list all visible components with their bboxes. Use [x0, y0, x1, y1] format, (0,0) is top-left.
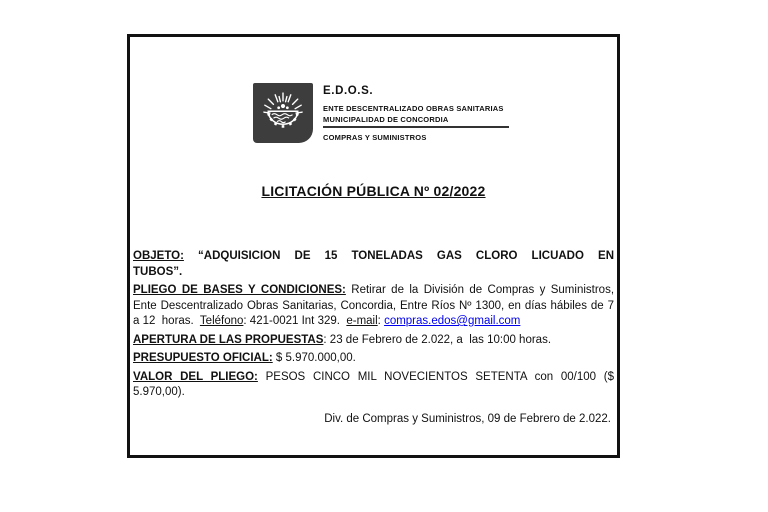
objeto-label: OBJETO:: [133, 250, 184, 262]
email-label: e-mail: [346, 315, 378, 327]
presupuesto-text: $ 5.970.000,00.: [272, 352, 356, 364]
objeto-text: “ADQUISICION DE 15 TONELADAS GAS CLORO LICUADO EN TUBOS”.: [133, 250, 614, 278]
phone-number: : 421-0021 Int 329.: [243, 315, 347, 327]
paragraph-objeto: [133, 249, 614, 280]
paragraph-presupuesto: [133, 351, 614, 367]
apertura-text: : 23 de Febrero de 2.022, a las 10:00 horas.: [323, 333, 552, 346]
presupuesto-label: PRESUPUESTO OFICIAL:: [133, 352, 273, 364]
apertura-label: APERTURA DE LAS PROPUESTAS: [133, 333, 324, 346]
pliego-label: PLIEGO DE BASES Y CONDICIONES:: [133, 284, 346, 296]
phone-label: Teléfono: [199, 315, 244, 327]
edos-logo: [253, 83, 313, 143]
org-identification: [323, 83, 513, 142]
email-link[interactable]: compras.edos@gmail.com: [384, 315, 521, 327]
signature-line: Div. de Compras y Suministros, 09 de Febrero de 2.022.: [324, 413, 611, 425]
valor-label: VALOR DEL PLIEGO:: [133, 370, 258, 383]
document-body: [133, 249, 614, 404]
header-divider: [323, 126, 509, 128]
org-name-line1: ENTE DESCENTRALIZADO OBRAS SANITARIAS: [323, 104, 504, 113]
org-acronym: E.D.O.S.: [323, 85, 374, 97]
paragraph-valor: [133, 370, 614, 401]
email-colon: :: [377, 315, 385, 327]
paragraph-pliego: [133, 283, 614, 330]
department-name: COMPRAS Y SUMINISTROS: [323, 133, 427, 142]
document-page: [127, 34, 620, 458]
pliego-text: Retirar de la División de Compras y Suministros, Ente Descentralizado Obras Sanitarias, Concordia, Entre Ríos Nº 1300, en días hábiles de 7 a 12 horas.: [133, 284, 615, 327]
paragraph-apertura: [133, 333, 614, 349]
edos-sun-water-gear-emblem-icon: [257, 87, 309, 139]
valor-text: PESOS CINCO MIL NOVECIENTOS SETENTA con 00/100 ($ 5.970,00).: [133, 370, 614, 398]
document-title: LICITACIÓN PÚBLICA Nº 02/2022: [261, 183, 486, 199]
document-header: [253, 83, 513, 143]
org-name-line2: MUNICIPALIDAD DE CONCORDIA: [323, 115, 449, 124]
